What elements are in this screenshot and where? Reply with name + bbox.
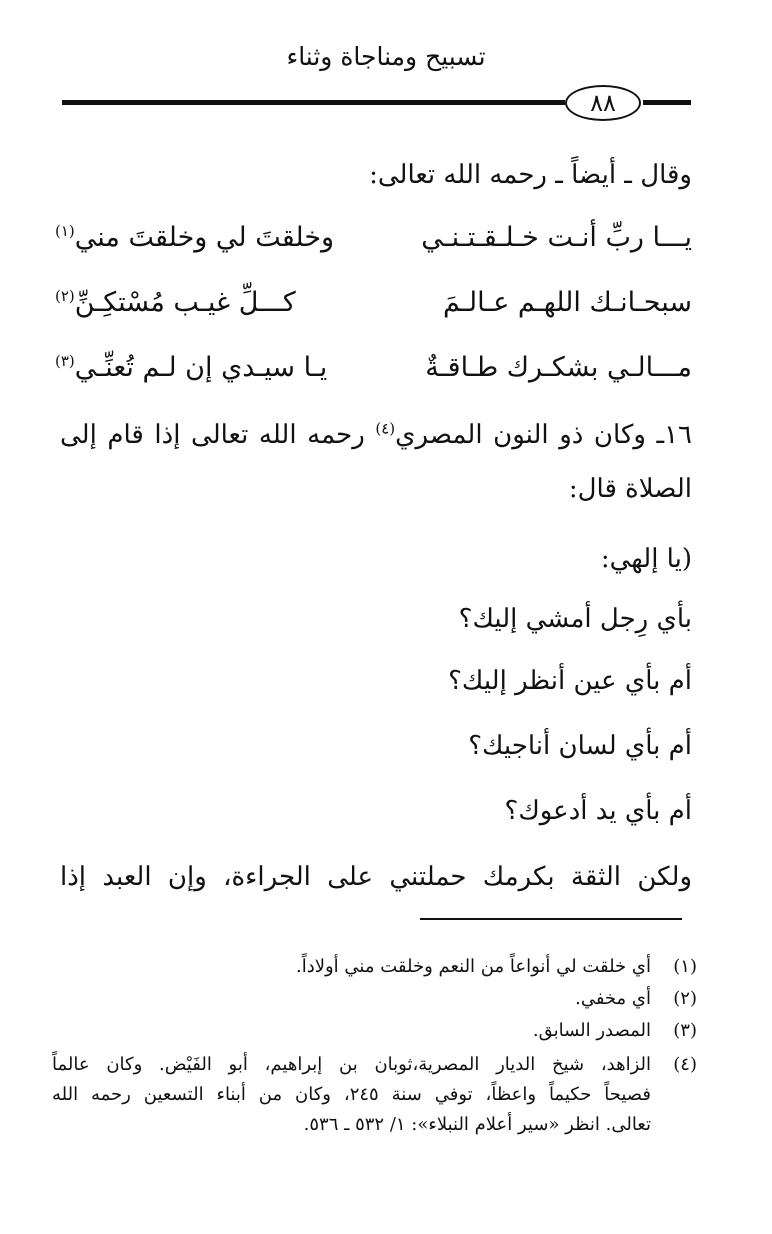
running-title: تسبيح ومناجاة وثناء [286,42,486,71]
footnote-3-number: (٣) [673,1020,697,1041]
verse-3-first-hemistich: مـــالـي بشكـرك طـاقـةٌ [425,352,692,383]
footnote-1-number: (١) [673,956,697,977]
verse-1-second-hemistich [55,222,334,253]
footnote-2 [52,984,697,1014]
para-16-line-1 [60,420,692,450]
para-16-line-2: الصلاة قال: [568,474,692,504]
footnote-4-line-2: فصيحاً حكيماً واعظاً، توفي سنة ٢٤٥، وكان من أبناء التسعين رحمه الله [52,1084,651,1105]
verse-row-3 [55,352,692,396]
verse-2-second-hemistich [55,287,296,318]
footnote-separator [420,918,682,920]
verse-1-first-hemistich: يـــا ربِّ أنـت خـلـقـتـنـي [421,222,692,253]
closing-line: ولكن الثقة بكرمك حملتني على الجراءة، وإن العبد إذا [60,862,692,892]
prayer-line-4: أم بأي لسان أناجيك؟ [468,731,692,761]
verse-2-second-text: كـــلِّ غيـب مُسْتكِـنِّ [74,287,296,318]
footnote-4-number: (٤) [673,1054,697,1075]
prayer-line-2: بأي رِجل أمشي إليك؟ [458,604,692,634]
verse-row-2 [55,287,692,331]
para-16-text-b: رحمه الله تعالى إذا قام إلى [60,420,376,450]
footnote-2-text: أي مخفي. [575,988,651,1009]
intro-line: وقال ـ أيضاً ـ رحمه الله تعالى: [369,160,692,190]
footnote-4-line-3: تعالى. انظر «سير أعلام النبلاء»: ١/ ٥٣٢ ـ ٥٣٦. [303,1114,651,1135]
footnote-ref-4: (٤) [375,419,396,438]
verse-3-second-hemistich [55,352,327,383]
header-rule-left [62,100,565,105]
prayer-line-5: أم بأي يد أدعوك؟ [504,796,692,826]
prayer-line-1: (يا إلهي: [600,544,692,574]
header-rule-right [643,100,691,105]
footnote-ref-3: (٣) [55,352,75,370]
footnote-1-text: أي خلقت لي أنواعاً من النعم وخلقت مني أولاداً. [295,956,651,977]
verse-2-first-hemistich: سبحـانـك اللهـم عـالـمَ [442,287,692,318]
footnote-2-number: (٢) [673,988,697,1009]
para-16-text-a: ١٦ـ وكان ذو النون المصري [395,420,693,450]
verse-row-1 [55,222,692,266]
footnote-ref-2: (٢) [55,287,75,305]
verse-3-second-text: يـا سيـدي إن لـم تُعنِّـي [74,352,328,383]
verse-1-second-text: وخلقتَ لي وخلقتَ مني [74,222,335,253]
footnote-3 [52,1016,697,1046]
footnote-3-text: المصدر السابق. [532,1020,651,1041]
footnote-1 [52,952,697,982]
prayer-line-3: أم بأي عين أنظر إليك؟ [448,666,692,696]
footnote-4 [52,1050,697,1140]
page-number: ٨٨ [565,85,641,121]
footnote-4-line-1: الزاهد، شيخ الديار المصرية،ثوبان بن إبراهيم، أبو الفَيْض. وكان عالماً [52,1054,651,1075]
footnote-ref-1: (١) [55,222,75,240]
